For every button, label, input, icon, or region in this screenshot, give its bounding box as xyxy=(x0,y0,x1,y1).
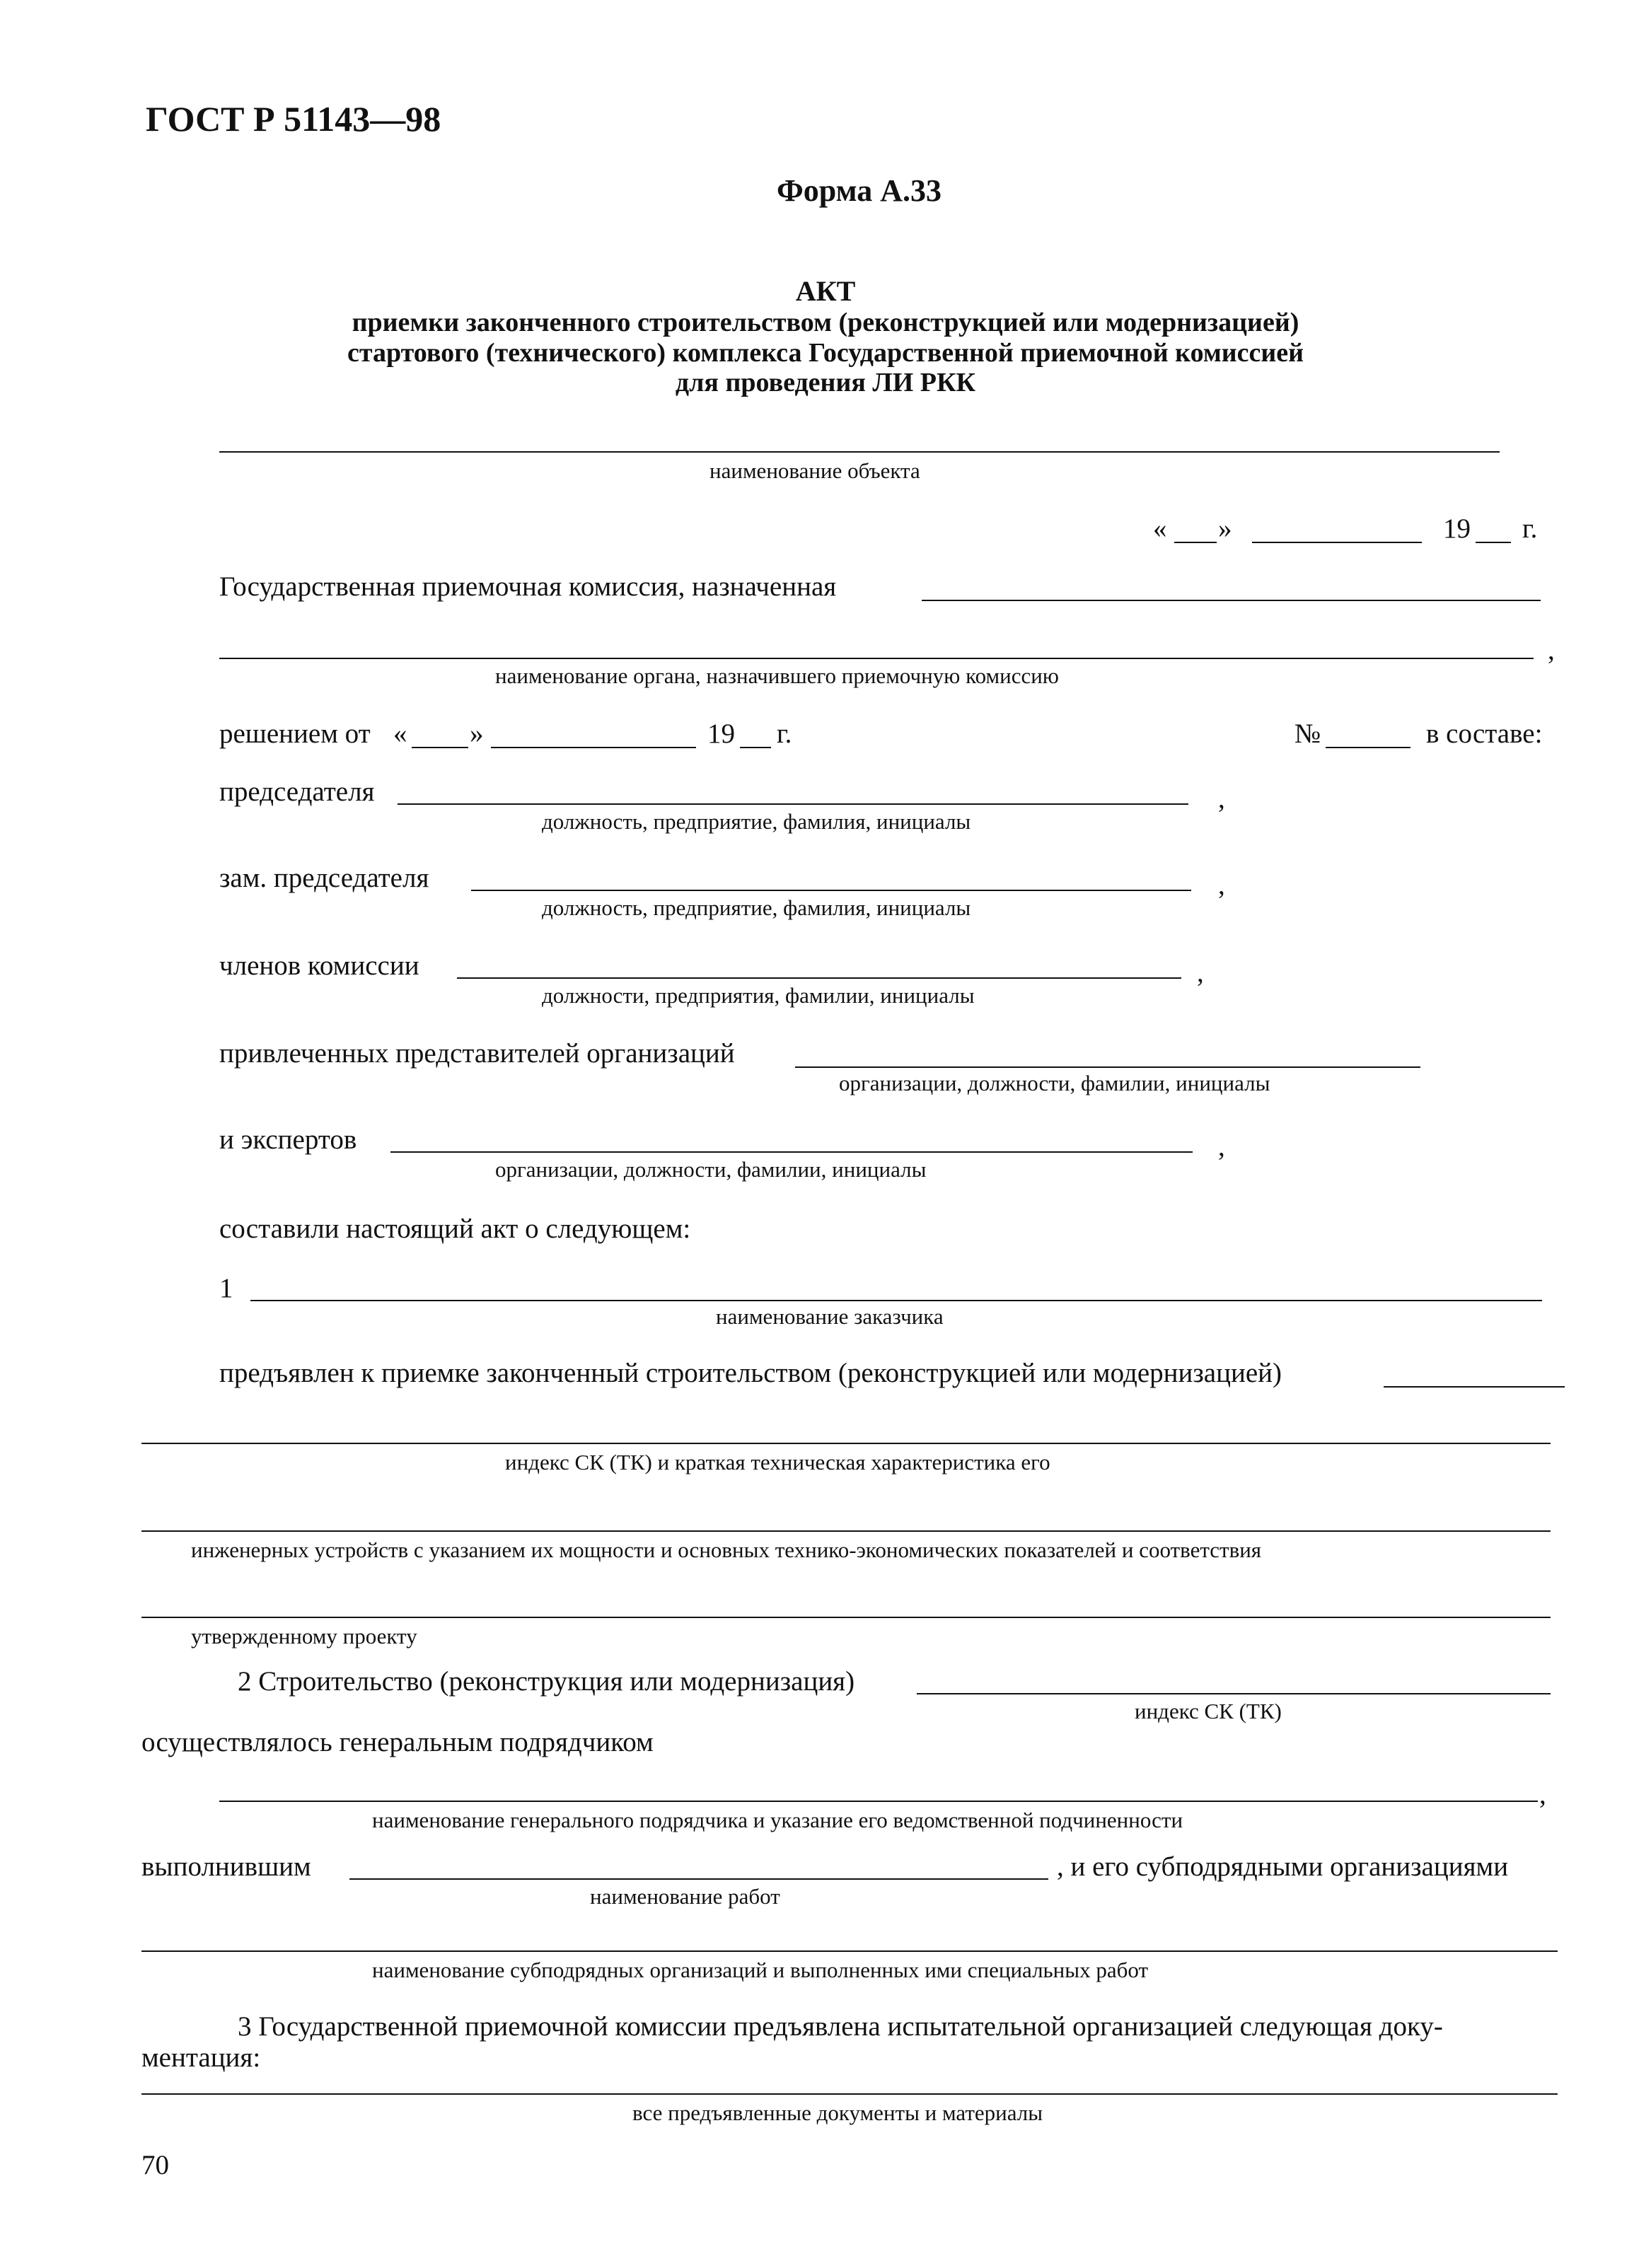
approved-caption: утвержденному проекту xyxy=(191,1624,417,1648)
decision-number-line[interactable] xyxy=(1326,747,1410,748)
chair-label: председателя xyxy=(219,777,375,807)
deputy-line[interactable] xyxy=(471,890,1191,891)
commission-label: Государственная приемочная комиссия, назначенная xyxy=(219,571,837,602)
commission-caption: наименование органа, назначившего приемочную комиссию xyxy=(495,663,1059,688)
object-caption: наименование объекта xyxy=(709,458,920,483)
date-day-line[interactable] xyxy=(1174,542,1217,543)
item2-text: 2 Строительство (реконструкция или модернизация) xyxy=(238,1666,855,1697)
customer-caption: наименование заказчика xyxy=(716,1304,944,1329)
commission-line-1[interactable] xyxy=(922,600,1541,601)
date-month-line[interactable] xyxy=(1252,542,1422,543)
page-number: 70 xyxy=(141,2150,169,2180)
compiled-text: составили настоящий акт о следующем: xyxy=(219,1214,691,1244)
reps-caption: организации, должности, фамилии, инициалы xyxy=(839,1071,1270,1095)
chair-caption: должность, предприятие, фамилия, инициалы xyxy=(542,809,971,834)
presented-line[interactable] xyxy=(1384,1386,1565,1388)
chair-comma: , xyxy=(1218,784,1225,814)
members-label: членов комиссии xyxy=(219,950,419,981)
act-title: АКТ xyxy=(795,275,856,307)
date-year-suffix: г. xyxy=(1522,513,1538,544)
commission-comma: , xyxy=(1548,635,1555,665)
members-comma: , xyxy=(1197,958,1204,988)
decision-year-prefix: 19 xyxy=(707,719,735,749)
item2-line[interactable] xyxy=(917,1693,1551,1694)
experts-comma: , xyxy=(1218,1132,1225,1162)
commission-line-2[interactable] xyxy=(219,658,1534,659)
standard-number: ГОСТ Р 51143—98 xyxy=(146,99,441,139)
object-name-line[interactable] xyxy=(219,451,1500,453)
customer-line[interactable] xyxy=(250,1300,1542,1301)
deputy-comma: , xyxy=(1218,870,1225,900)
performed-tail: , и его субподрядными организациями xyxy=(1057,1851,1509,1882)
decision-year-line[interactable] xyxy=(740,747,771,748)
performed-label: выполнившим xyxy=(141,1851,311,1882)
engineering-caption: инженерных устройств с указанием их мощности и основных технико-экономических показателей и соответствия xyxy=(191,1537,1262,1562)
date-year-prefix: 19 xyxy=(1443,513,1471,544)
subcontractors-caption: наименование субподрядных организаций и выполненных ими специальных работ xyxy=(372,1958,1149,1982)
deputy-caption: должность, предприятие, фамилия, инициалы xyxy=(542,895,971,920)
general-contractor-label: осуществлялось генеральным подрядчиком xyxy=(141,1727,654,1757)
reps-label: привлеченных представителей организаций xyxy=(219,1038,735,1069)
decision-year-suffix: г. xyxy=(777,719,792,749)
experts-caption: организации, должности, фамилии, инициалы xyxy=(495,1157,927,1182)
reps-line[interactable] xyxy=(795,1066,1420,1068)
engineering-line[interactable] xyxy=(141,1530,1551,1532)
date-close-quote: » xyxy=(1218,513,1232,544)
documents-caption: все предъявленные документы и материалы xyxy=(632,2100,1043,2125)
general-contractor-caption: наименование генерального подрядчика и указание его ведомственной подчиненности xyxy=(372,1808,1183,1832)
date-year-line[interactable] xyxy=(1476,542,1511,543)
decision-day-line[interactable] xyxy=(412,747,468,748)
act-subtitle-1: приемки законченного строительством (реконструкцией или модернизацией) xyxy=(352,308,1299,337)
general-contractor-line[interactable] xyxy=(219,1801,1538,1802)
presented-text: предъявлен к приемке законченный строительством (реконструкцией или модернизацией) xyxy=(219,1358,1282,1388)
item2-caption: индекс СК (ТК) xyxy=(1135,1699,1282,1723)
act-subtitle-2: стартового (технического) комплекса Государственной приемочной комиссией xyxy=(347,338,1304,368)
index-line[interactable] xyxy=(141,1443,1551,1444)
decision-month-line[interactable] xyxy=(491,747,696,748)
decision-tail: в составе: xyxy=(1426,719,1543,749)
experts-label: и экспертов xyxy=(219,1124,357,1155)
decision-open-quote: « xyxy=(393,719,407,749)
item1-number: 1 xyxy=(219,1273,233,1303)
chair-line[interactable] xyxy=(398,803,1188,805)
works-line[interactable] xyxy=(349,1878,1048,1880)
approved-line[interactable] xyxy=(141,1617,1551,1618)
date-open-quote: « xyxy=(1153,513,1167,544)
index-caption: индекс СК (ТК) и краткая техническая характеристика его xyxy=(505,1450,1050,1475)
general-contractor-comma: , xyxy=(1539,1779,1546,1810)
experts-line[interactable] xyxy=(390,1151,1193,1153)
act-subtitle-3: для проведения ЛИ РКК xyxy=(675,368,976,397)
deputy-label: зам. председателя xyxy=(219,863,429,893)
decision-number-sign: № xyxy=(1294,719,1321,749)
decision-label: решением от xyxy=(219,719,371,749)
works-caption: наименование работ xyxy=(590,1884,780,1909)
members-caption: должности, предприятия, фамилии, инициалы xyxy=(542,983,975,1008)
form-number: Форма А.33 xyxy=(777,173,942,208)
subcontractors-line[interactable] xyxy=(141,1950,1558,1952)
decision-close-quote: » xyxy=(470,719,484,749)
item3-text-line1: 3 Государственной приемочной комиссии предъявлена испытательной организацией следующая доку- xyxy=(238,2011,1443,2042)
item3-text-line2: ментация: xyxy=(141,2042,261,2073)
members-line[interactable] xyxy=(457,977,1181,979)
documents-line[interactable] xyxy=(141,2093,1558,2095)
